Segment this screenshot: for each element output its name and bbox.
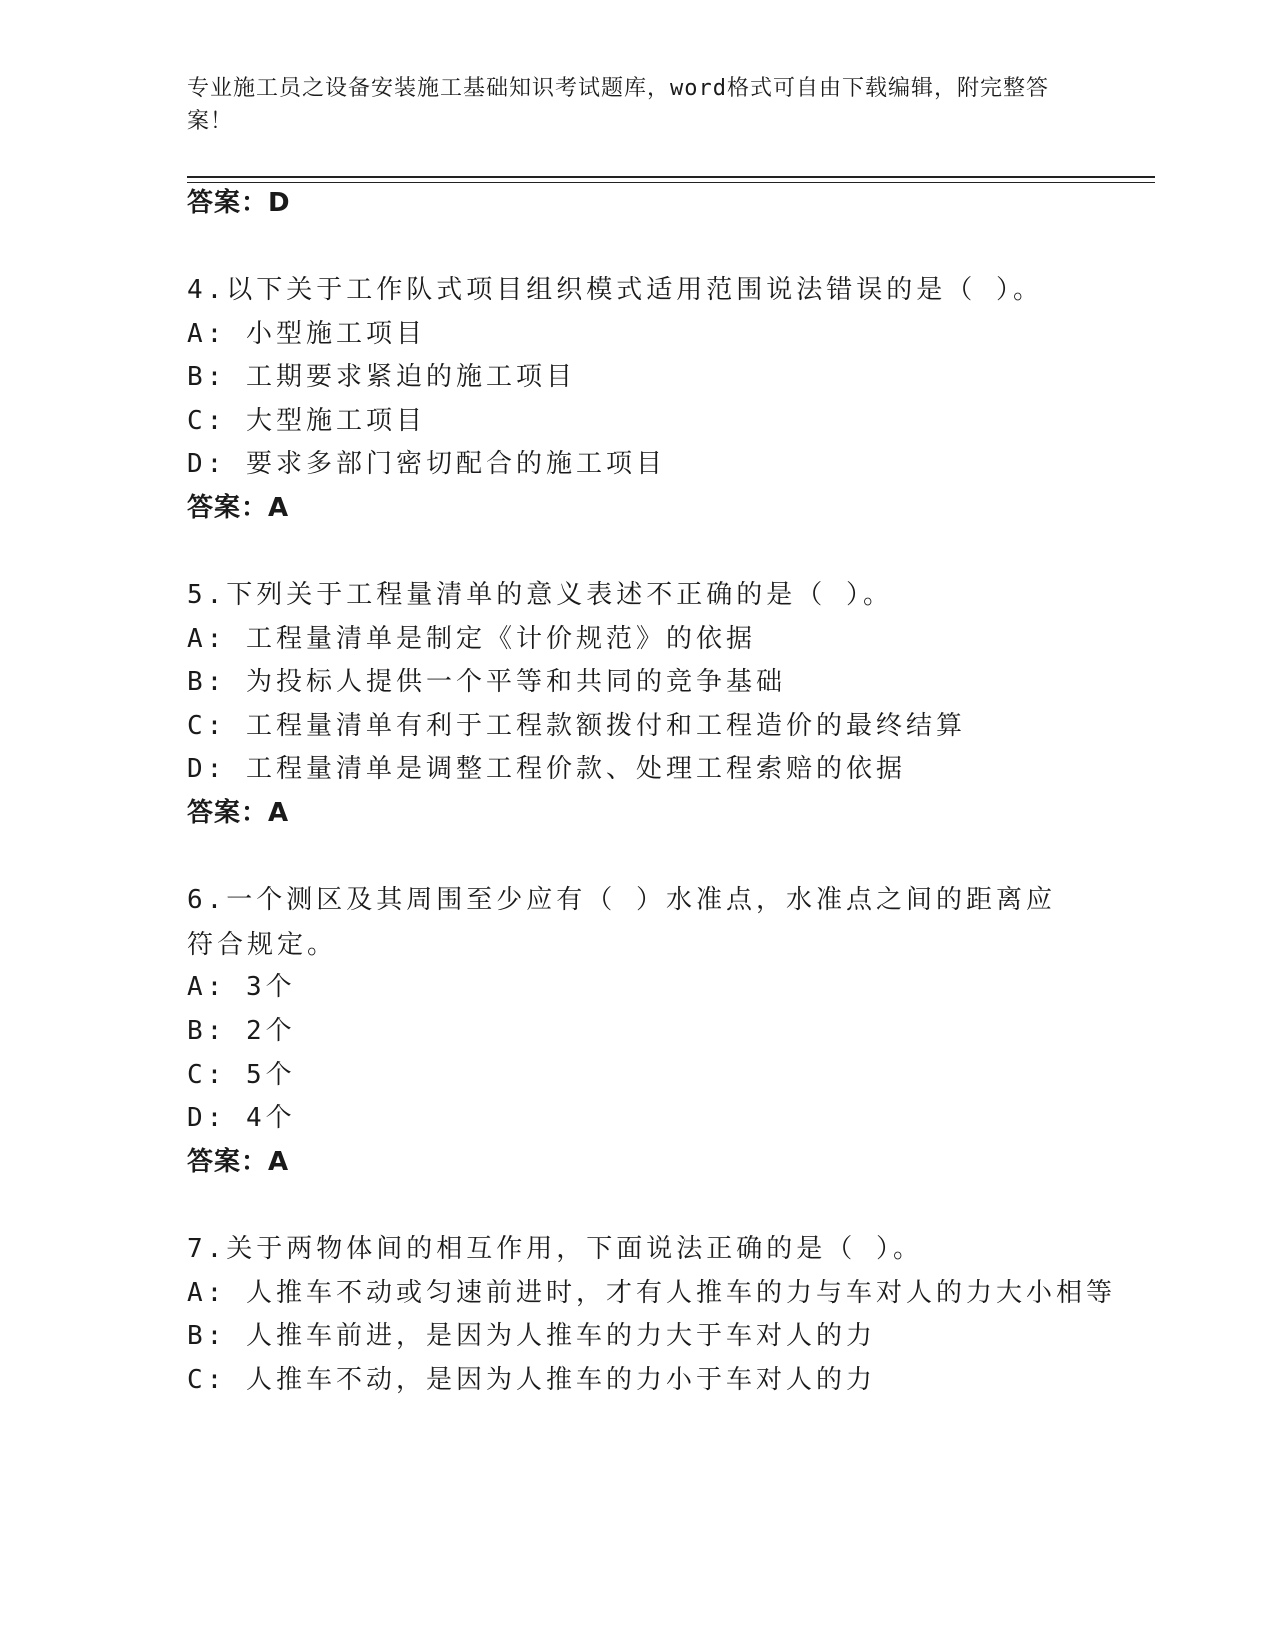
question-5-option-b: B: 为投标人提供一个平等和共同的竞争基础 bbox=[187, 667, 786, 697]
question-4-option-a: A: 小型施工项目 bbox=[187, 319, 426, 349]
question-7-option-a: A: 人推车不动或匀速前进时，才有人推车的力与车对人的力大小相等 bbox=[187, 1278, 1116, 1308]
question-6-option-c: C: 5个 bbox=[187, 1060, 296, 1090]
question-6-stem: 6.一个测区及其周围至少应有（ ）水准点，水准点之间的距离应符合规定。 bbox=[187, 885, 1056, 960]
question-5-answer: 答案：A bbox=[187, 798, 290, 828]
question-6-option-d: D: 4个 bbox=[187, 1103, 296, 1133]
question-4-option-c: C: 大型施工项目 bbox=[187, 406, 426, 436]
header-divider-thick bbox=[187, 176, 1155, 178]
question-6-option-b: B: 2个 bbox=[187, 1016, 296, 1046]
question-7-stem: 7.关于两物体间的相互作用，下面说法正确的是（ ）。 bbox=[187, 1234, 923, 1264]
question-4-option-b: B: 工期要求紧迫的施工项目 bbox=[187, 362, 576, 392]
question-7-option-c: C: 人推车不动，是因为人推车的力小于车对人的力 bbox=[187, 1365, 876, 1395]
answer-prev: 答案：D bbox=[187, 188, 291, 218]
question-4-answer: 答案：A bbox=[187, 493, 290, 523]
header-divider-thin bbox=[187, 182, 1155, 183]
question-7-option-b: B: 人推车前进，是因为人推车的力大于车对人的力 bbox=[187, 1321, 876, 1351]
question-5-option-d: D: 工程量清单是调整工程价款、处理工程索赔的依据 bbox=[187, 754, 906, 784]
question-5-option-c: C: 工程量清单有利于工程款额拨付和工程造价的最终结算 bbox=[187, 711, 966, 741]
question-5-option-a: A: 工程量清单是制定《计价规范》的依据 bbox=[187, 624, 756, 654]
question-6-option-a: A: 3个 bbox=[187, 972, 296, 1002]
question-4-option-d: D: 要求多部门密切配合的施工项目 bbox=[187, 449, 666, 479]
document-header: 专业施工员之设备安装施工基础知识考试题库，word格式可自由下载编辑，附完整答案！ bbox=[187, 76, 1049, 134]
question-6-answer: 答案：A bbox=[187, 1147, 290, 1177]
question-4-stem: 4.以下关于工作队式项目组织模式适用范围说法错误的是（ ）。 bbox=[187, 275, 1043, 305]
question-5-stem: 5.下列关于工程量清单的意义表述不正确的是（ ）。 bbox=[187, 580, 893, 610]
